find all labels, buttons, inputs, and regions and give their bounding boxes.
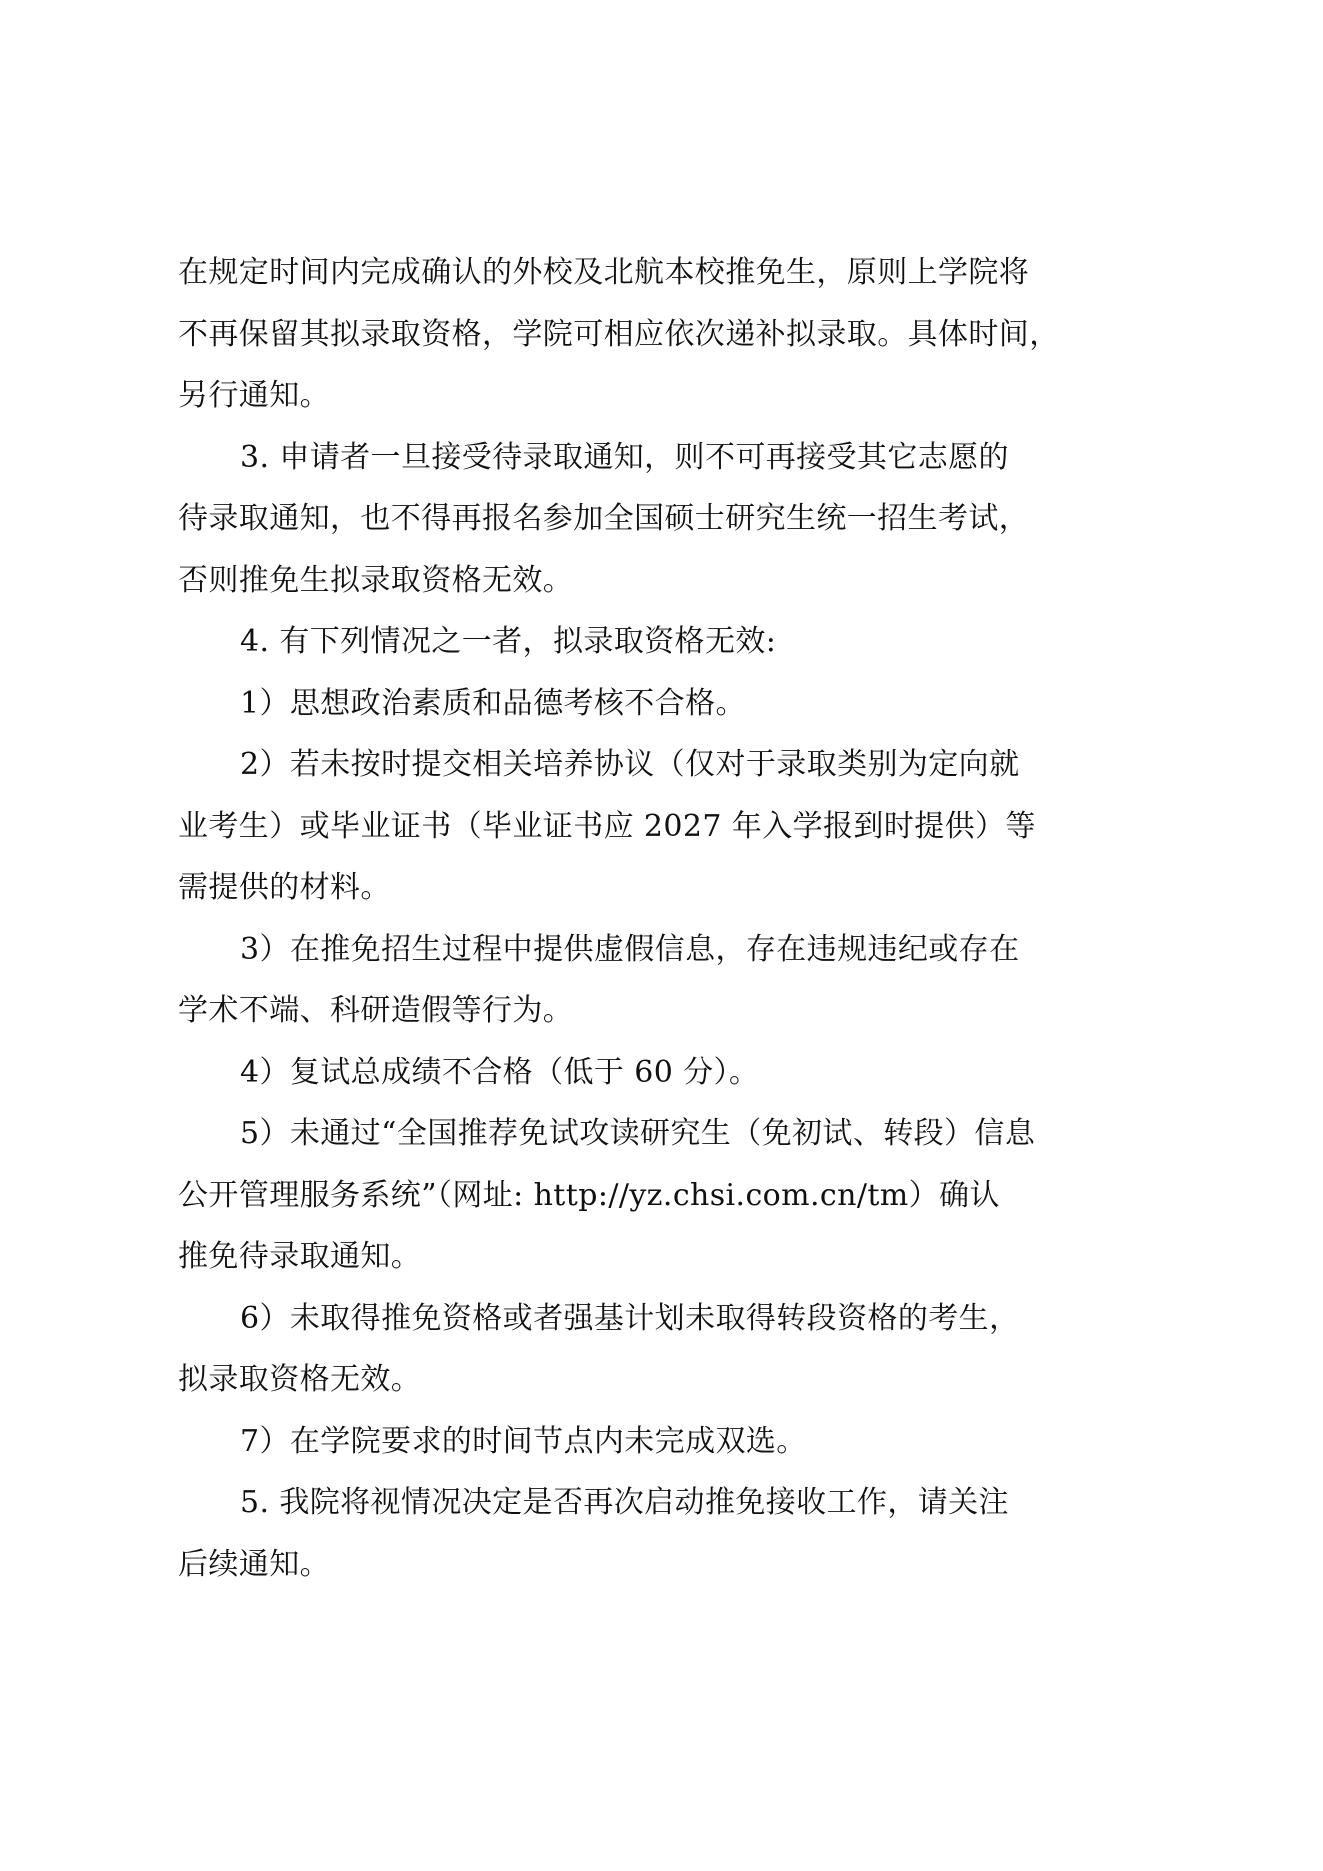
paragraph-condition-6: 6）未取得推免资格或者强基计划未取得转段资格的考生， 拟录取资格无效。	[178, 1300, 1020, 1397]
paragraph-condition-5: 5）未通过“全国推荐免试攻读研究生（免初试、转段）信息 公开管理服务系统”（网址: http://yz.chsi.com.cn/tm）确认 推免待录取通知。	[178, 1116, 1036, 1274]
paragraph-item-3-acceptance: 3. 申请者一旦接受待录取通知，则不可再接受其它志愿的 待录取通知，也不得再报名参加全国硕士研究生统一招生考试， 否则推免生拟录取资格无效。	[178, 439, 1030, 598]
paragraph-item-5-followup: 5. 我院将视情况决定是否再次启动推免接收工作，请关注 后续通知。	[178, 1485, 1009, 1582]
paragraph-item-4-invalid-conditions: 4. 有下列情况之一者，拟录取资格无效:	[240, 624, 777, 659]
paragraph-condition-7: 7）在学院要求的时间节点内未完成双选。	[240, 1423, 807, 1459]
paragraph-condition-2: 2）若未按时提交相关培养协议（仅对于录取类别为定向就 业考生）或毕业证书（毕业证书应 2027 年入学报到时提供）等 需提供的材料。	[178, 747, 1036, 905]
paragraph-condition-4: 4）复试总成绩不合格（低于 60 分）。	[240, 1054, 760, 1090]
paragraph-condition-1: 1）思想政治素质和品德考核不合格。	[240, 685, 746, 721]
paragraph-condition-3: 3）在推免招生过程中提供虚假信息，存在违规违纪或存在 学术不端、科研造假等行为。	[178, 931, 1020, 1028]
document-body	[178, 242, 1154, 1595]
paragraph-confirmation-deadline: 在规定时间内完成确认的外校及北航本校推免生，原则上学院将 不再保留其拟录取资格，学院可相应依次递补拟录取。具体时间， 另行通知。	[178, 255, 1060, 413]
